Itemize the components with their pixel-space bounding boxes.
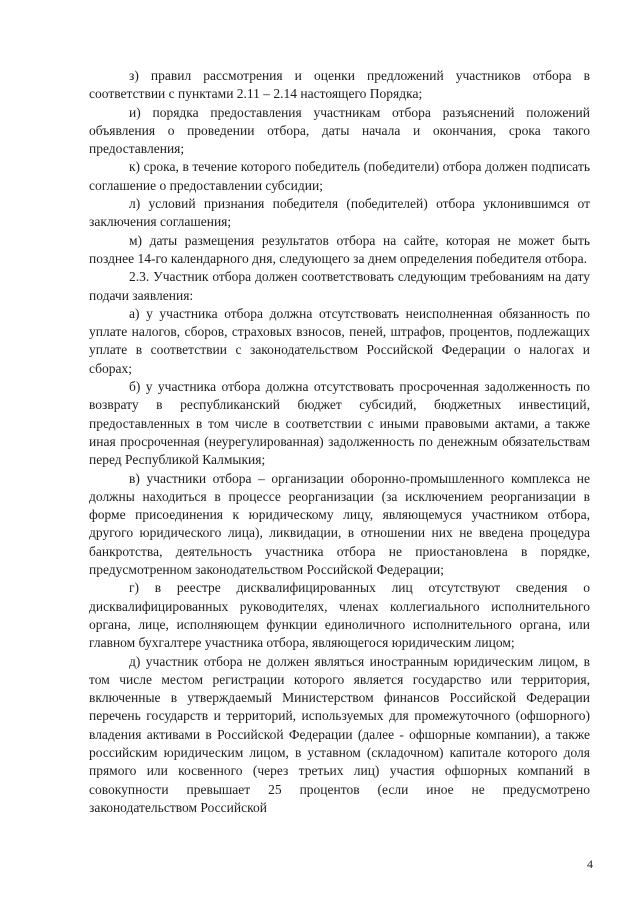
paragraph-b: б) у участника отбора должна отсутствовать просроченная задолженность по возврату в республиканский бюджет субсидий, бюджетных инвестиций, предоставленных в том числе в соответствии с иными правовыми актами, а также иная просроченная (неурегулированная) задолженность по денежным обязательствам перед Республикой Калмыкия; (89, 379, 590, 468)
document-body (89, 67, 590, 817)
paragraph-a: а) у участника отбора должна отсутствовать неисполненная обязанность по уплате налогов, сборов, страховых взносов, пеней, штрафов, процентов, подлежащих уплате в соответствии с законодательством Российской Федерации о налогах и сборах; (89, 305, 590, 376)
paragraph-k: к) срока, в течение которого победитель (победители) отбора должен подписать соглашение о предоставлении субсидии; (89, 159, 590, 193)
paragraph-d: д) участник отбора не должен являться иностранным юридическим лицом, в том числе местом регистрации которого является государство или территория, включенные в утверждаемый Министерством финансов Российской Федерации перечень государств и территорий, используемых для промежуточного (офшорного) владения активами в Российской Федерации (далее - офшорные компании), а также российским юридическим лицом, в уставном (складочном) капитале которого доля прямого или косвенного (через третьих лиц) участия офшорных компаний в совокупности превышает 25 процентов (если иное не предусмотрено законодательством Российской (89, 653, 590, 815)
paragraph-m: м) даты размещения результатов отбора на сайте, которая не может быть позднее 14-го календарного дня, следующего за днем определения победителя отбора. (89, 232, 590, 266)
paragraph-l: л) условий признания победителя (победителей) отбора уклонившимся от заключения соглашения; (89, 196, 590, 230)
paragraph-2-3: 2.3. Участник отбора должен соответствовать следующим требованиям на дату подачи заявления: (89, 269, 590, 303)
paragraph-v: в) участники отбора – организации оборонно-промышленного комплекса не должны находиться в процессе реорганизации (за исключением реорганизации в форме присоединения к юридическому лицу, являющемуся участником отбора, другого юридического лица), ликвидации, в отношении них не введена процедура банкротства, деятельность участника отбора не приостановлена в порядке, предусмотренном законодательством Российской Федерации; (89, 470, 590, 578)
page-number: 4 (587, 857, 593, 871)
paragraph-i: и) порядка предоставления участникам отбора разъяснений положений объявления о проведении отбора, даты начала и окончания, срока такого предоставления; (89, 104, 590, 157)
paragraph-z: з) правил рассмотрения и оценки предложений участников отбора в соответствии с пунктами 2.11 – 2.14 настоящего Порядка; (89, 68, 590, 102)
paragraph-g: г) в реестре дисквалифицированных лиц отсутствуют сведения о дисквалифицированных руководителях, членах коллегиального исполнительного органа, лице, исполняющем функции единоличного исполнительного органа, или главном бухгалтере участника отбора, являющегося юридическим лицом; (89, 580, 590, 651)
